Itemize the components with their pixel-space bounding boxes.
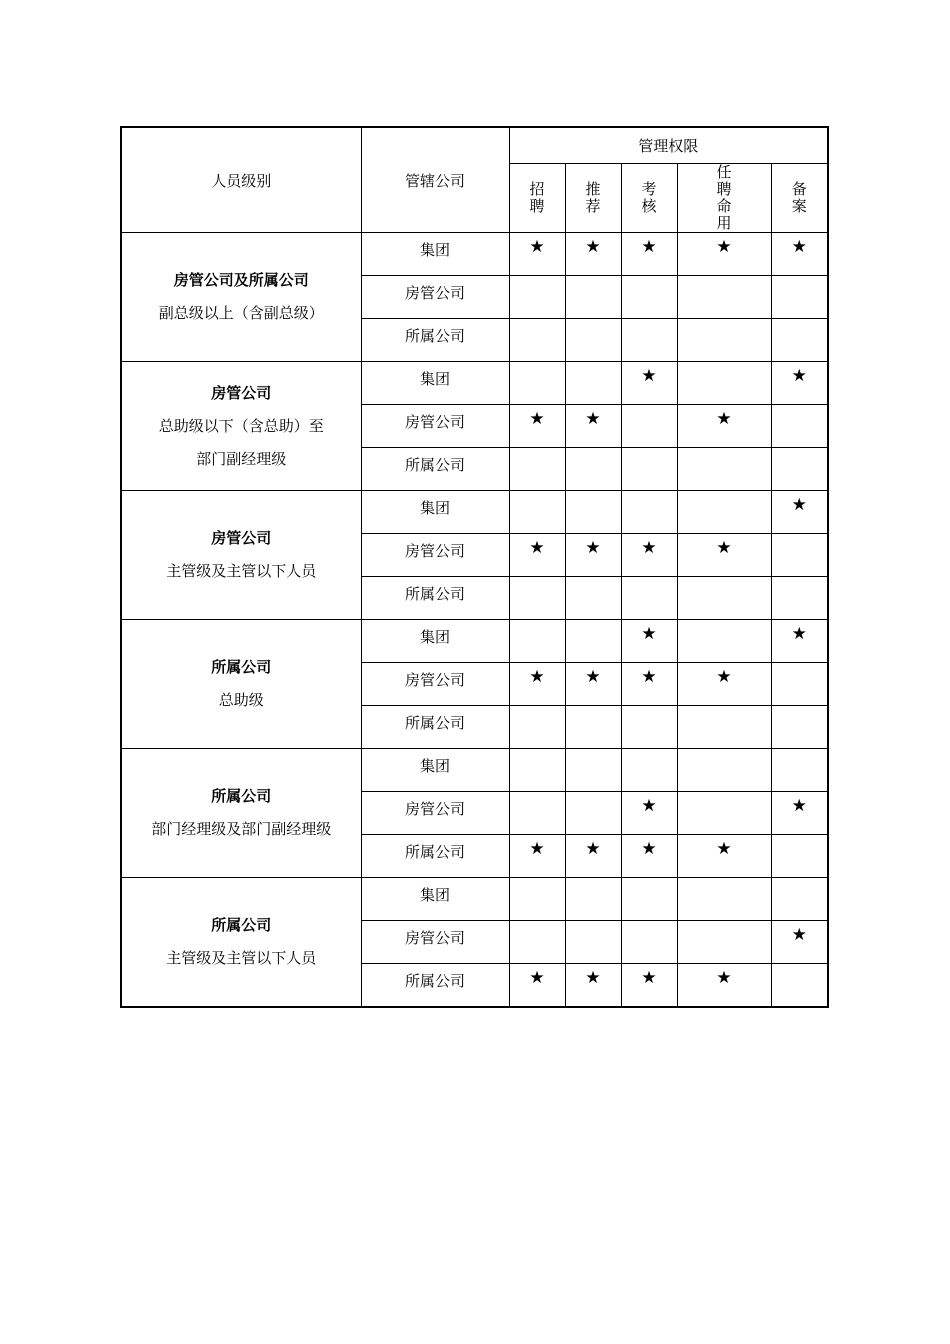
level-cell — [121, 362, 361, 491]
star-mark-cell — [677, 491, 771, 534]
star-mark-cell — [509, 878, 565, 921]
star-mark-cell — [565, 792, 621, 835]
company-cell: 所属公司 — [361, 706, 509, 749]
star-mark-cell: ★ — [677, 405, 771, 448]
star-mark-cell — [771, 706, 828, 749]
company-header: 管辖公司 — [361, 127, 509, 233]
column-label-line: 命 用 — [716, 197, 783, 232]
star-mark-cell — [509, 577, 565, 620]
star-mark-cell — [677, 276, 771, 319]
star-mark-cell — [771, 448, 828, 491]
star-mark-cell: ★ — [771, 620, 828, 663]
table-row — [121, 491, 828, 534]
level-description: 部门副经理级 — [196, 449, 287, 468]
star-mark-cell — [565, 577, 621, 620]
company-cell: 房管公司 — [361, 276, 509, 319]
star-mark-cell — [621, 491, 677, 534]
star-mark-cell — [677, 362, 771, 405]
table-row — [121, 749, 828, 792]
level-title: 房管公司及所属公司 — [173, 271, 309, 289]
column-label: 推荐 — [585, 180, 601, 215]
star-mark-cell: ★ — [509, 964, 565, 1008]
authority-table — [120, 126, 829, 1008]
level-title: 所属公司 — [211, 916, 272, 934]
star-mark-cell — [621, 706, 677, 749]
star-mark-cell — [509, 362, 565, 405]
level-title: 所属公司 — [211, 787, 272, 805]
star-mark-cell — [621, 319, 677, 362]
star-mark-cell: ★ — [771, 233, 828, 276]
star-mark-cell — [509, 792, 565, 835]
star-mark-cell — [771, 319, 828, 362]
column-header-assess — [621, 164, 677, 233]
star-mark-cell — [565, 491, 621, 534]
star-mark-cell — [621, 749, 677, 792]
star-mark-cell: ★ — [771, 362, 828, 405]
star-mark-cell — [677, 319, 771, 362]
company-cell: 所属公司 — [361, 577, 509, 620]
level-cell — [121, 878, 361, 1008]
star-mark-cell — [509, 319, 565, 362]
star-mark-cell — [565, 276, 621, 319]
company-cell: 房管公司 — [361, 792, 509, 835]
star-mark-cell: ★ — [565, 835, 621, 878]
star-mark-cell — [677, 921, 771, 964]
star-mark-cell — [565, 878, 621, 921]
star-mark-cell: ★ — [621, 663, 677, 706]
star-mark-cell — [509, 276, 565, 319]
company-cell: 所属公司 — [361, 448, 509, 491]
level-cell — [121, 620, 361, 749]
star-mark-cell: ★ — [621, 362, 677, 405]
star-mark-cell — [677, 792, 771, 835]
column-label: 招聘 — [529, 180, 545, 215]
star-mark-cell: ★ — [621, 792, 677, 835]
star-mark-cell — [565, 620, 621, 663]
star-mark-cell — [621, 276, 677, 319]
star-mark-cell — [771, 276, 828, 319]
star-mark-cell: ★ — [771, 921, 828, 964]
column-label-line: 任 聘 — [716, 163, 783, 198]
star-mark-cell — [565, 706, 621, 749]
star-mark-cell — [771, 749, 828, 792]
star-mark-cell: ★ — [621, 233, 677, 276]
star-mark-cell — [677, 749, 771, 792]
star-mark-cell — [565, 319, 621, 362]
star-mark-cell: ★ — [621, 534, 677, 577]
star-mark-cell — [621, 405, 677, 448]
star-mark-cell — [565, 749, 621, 792]
star-mark-cell: ★ — [677, 534, 771, 577]
company-cell: 集团 — [361, 233, 509, 276]
level-title: 所属公司 — [211, 658, 272, 676]
star-mark-cell — [677, 448, 771, 491]
star-mark-cell — [771, 663, 828, 706]
company-cell: 集团 — [361, 620, 509, 663]
level-description: 副总级以上（含副总级） — [158, 304, 324, 322]
star-mark-cell — [621, 878, 677, 921]
star-mark-cell: ★ — [565, 405, 621, 448]
level-description: 主管级及主管以下人员 — [166, 949, 317, 967]
star-mark-cell: ★ — [509, 534, 565, 577]
column-label — [694, 163, 783, 232]
level-title: 房管公司 — [211, 529, 272, 547]
star-mark-cell — [621, 921, 677, 964]
star-mark-cell — [509, 749, 565, 792]
star-mark-cell — [771, 534, 828, 577]
star-mark-cell — [621, 577, 677, 620]
star-mark-cell: ★ — [509, 405, 565, 448]
level-description: 部门经理级及部门副经理级 — [151, 820, 332, 838]
star-mark-cell: ★ — [509, 835, 565, 878]
star-mark-cell — [565, 362, 621, 405]
level-cell — [121, 233, 361, 362]
star-mark-cell — [771, 405, 828, 448]
star-mark-cell — [509, 448, 565, 491]
star-mark-cell: ★ — [621, 964, 677, 1008]
company-cell: 房管公司 — [361, 405, 509, 448]
star-mark-cell — [509, 706, 565, 749]
star-mark-cell: ★ — [677, 233, 771, 276]
star-mark-cell: ★ — [565, 534, 621, 577]
table-row — [121, 233, 828, 276]
star-mark-cell: ★ — [677, 964, 771, 1008]
star-mark-cell: ★ — [677, 663, 771, 706]
star-mark-cell: ★ — [565, 964, 621, 1008]
star-mark-cell: ★ — [621, 835, 677, 878]
company-cell: 房管公司 — [361, 663, 509, 706]
level-description: 主管级及主管以下人员 — [166, 562, 317, 580]
star-mark-cell — [565, 448, 621, 491]
column-header-appoint — [677, 163, 783, 233]
star-mark-cell — [509, 491, 565, 534]
table-body — [121, 233, 828, 1008]
column-header-recruit — [509, 164, 565, 233]
company-cell: 所属公司 — [361, 964, 509, 1008]
star-mark-cell — [509, 620, 565, 663]
company-cell: 所属公司 — [361, 835, 509, 878]
star-mark-cell — [677, 706, 771, 749]
star-mark-cell — [677, 577, 771, 620]
star-mark-cell — [677, 878, 771, 921]
star-mark-cell: ★ — [771, 491, 828, 534]
table-header — [121, 127, 828, 233]
star-mark-cell — [621, 448, 677, 491]
table-row — [121, 620, 828, 663]
star-mark-cell — [771, 964, 828, 1008]
table-row — [121, 878, 828, 921]
company-cell: 集团 — [361, 878, 509, 921]
level-header: 人员级别 — [121, 127, 361, 233]
star-mark-cell — [771, 835, 828, 878]
column-label: 备案 — [791, 180, 807, 215]
star-mark-cell: ★ — [509, 233, 565, 276]
level-title: 房管公司 — [211, 383, 272, 402]
star-mark-cell: ★ — [771, 792, 828, 835]
star-mark-cell: ★ — [565, 233, 621, 276]
star-mark-cell: ★ — [677, 835, 771, 878]
star-mark-cell — [677, 620, 771, 663]
star-mark-cell — [771, 577, 828, 620]
authority-header: 管理权限 — [509, 127, 828, 164]
company-cell: 集团 — [361, 362, 509, 405]
company-cell: 房管公司 — [361, 534, 509, 577]
level-cell — [121, 749, 361, 878]
star-mark-cell — [509, 921, 565, 964]
column-header-recommend — [565, 164, 621, 233]
star-mark-cell: ★ — [509, 663, 565, 706]
column-label: 考核 — [641, 180, 657, 215]
star-mark-cell — [565, 921, 621, 964]
company-cell: 集团 — [361, 491, 509, 534]
level-description: 总助级以下（含总助）至 — [158, 416, 324, 435]
level-cell — [121, 491, 361, 620]
company-cell: 所属公司 — [361, 319, 509, 362]
star-mark-cell — [771, 878, 828, 921]
star-mark-cell: ★ — [621, 620, 677, 663]
company-cell: 集团 — [361, 749, 509, 792]
level-description: 总助级 — [218, 691, 264, 709]
company-cell: 房管公司 — [361, 921, 509, 964]
star-mark-cell: ★ — [565, 663, 621, 706]
table-row — [121, 362, 828, 405]
